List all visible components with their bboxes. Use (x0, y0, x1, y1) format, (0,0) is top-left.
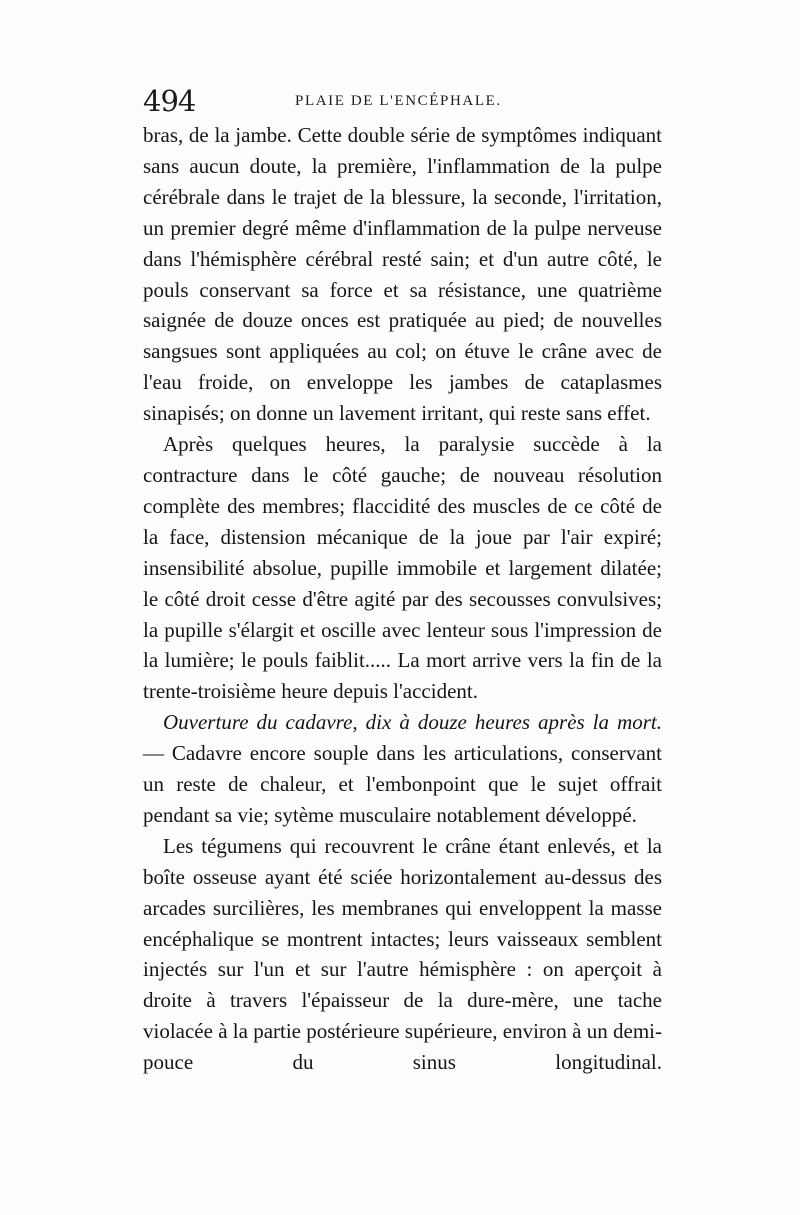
page-header (143, 84, 663, 124)
paragraph-text: Les tégumens qui recouvrent le crâne étant enlevés, et la boîte osseuse ayant été sciée horizontalement au-dessus des arcades surcilières, les membranes qui enveloppent la masse encéphalique se montrent intactes; leurs vaisseaux semblent injectés sur l'un et sur l'autre hémisphère : on aperçoit à droite à travers l'épaisseur de la dure-mère, une tache violacée à la partie postérieure supérieure, environ à un demi-pouce du sinus longitudinal. (143, 833, 662, 1075)
paragraph-text: Après quelques heures, la paralysie succède à la contracture dans le côté gauche; de nouveau résolution complète des membres; flaccidité des muscles de ce côté de la face, distension mécanique de la joue par l'air expiré; insensibilité absolue, pupille immobile et largement dilatée; le côté droit cesse d'être agité par des secousses convulsives; la pupille s'élargit et oscille avec lenteur sous l'impression de la lumière; le pouls faiblit..... La mort arrive vers la fin de la trente-troisième heure depuis l'accident. (143, 432, 662, 704)
paragraph-text: bras, de la jambe. Cette double série de symptômes indiquant sans aucun doute, la première, l'inflammation de la pulpe cérébrale dans le trajet de la blessure, la seconde, l'irritation, un premier degré même d'inflammation de la pulpe nerveuse dans l'hémisphère cérébral resté sain; et d'un autre côté, le pouls conservant sa force et sa résistance, une quatrième saignée de douze onces est pratiquée au pied; de nouvelles sangsues sont appliquées au col; on étuve le crâne avec de l'eau froide, on enveloppe les jambes de cataplasmes sinapisés; on donne un lavement irritant, qui reste sans effet. (143, 123, 662, 426)
page-number: 494 (143, 84, 196, 118)
paragraph-paralysis (143, 429, 662, 707)
running-head: PLAIE DE L'ENCÉPHALE. (295, 93, 502, 109)
paragraph-autopsy (143, 707, 662, 831)
paragraph-skull (143, 831, 662, 1078)
section-heading: Ouverture du cadavre, dix à douze heures après la mort. (163, 710, 662, 735)
body-text (143, 120, 662, 1078)
paragraph-text: — Cadavre encore souple dans les articulations, conservant un reste de chaleur, et l'embonpoint que le sujet offrait pendant sa vie; sytème musculaire notablement développé. (143, 741, 662, 827)
paragraph-continuation (143, 120, 662, 429)
